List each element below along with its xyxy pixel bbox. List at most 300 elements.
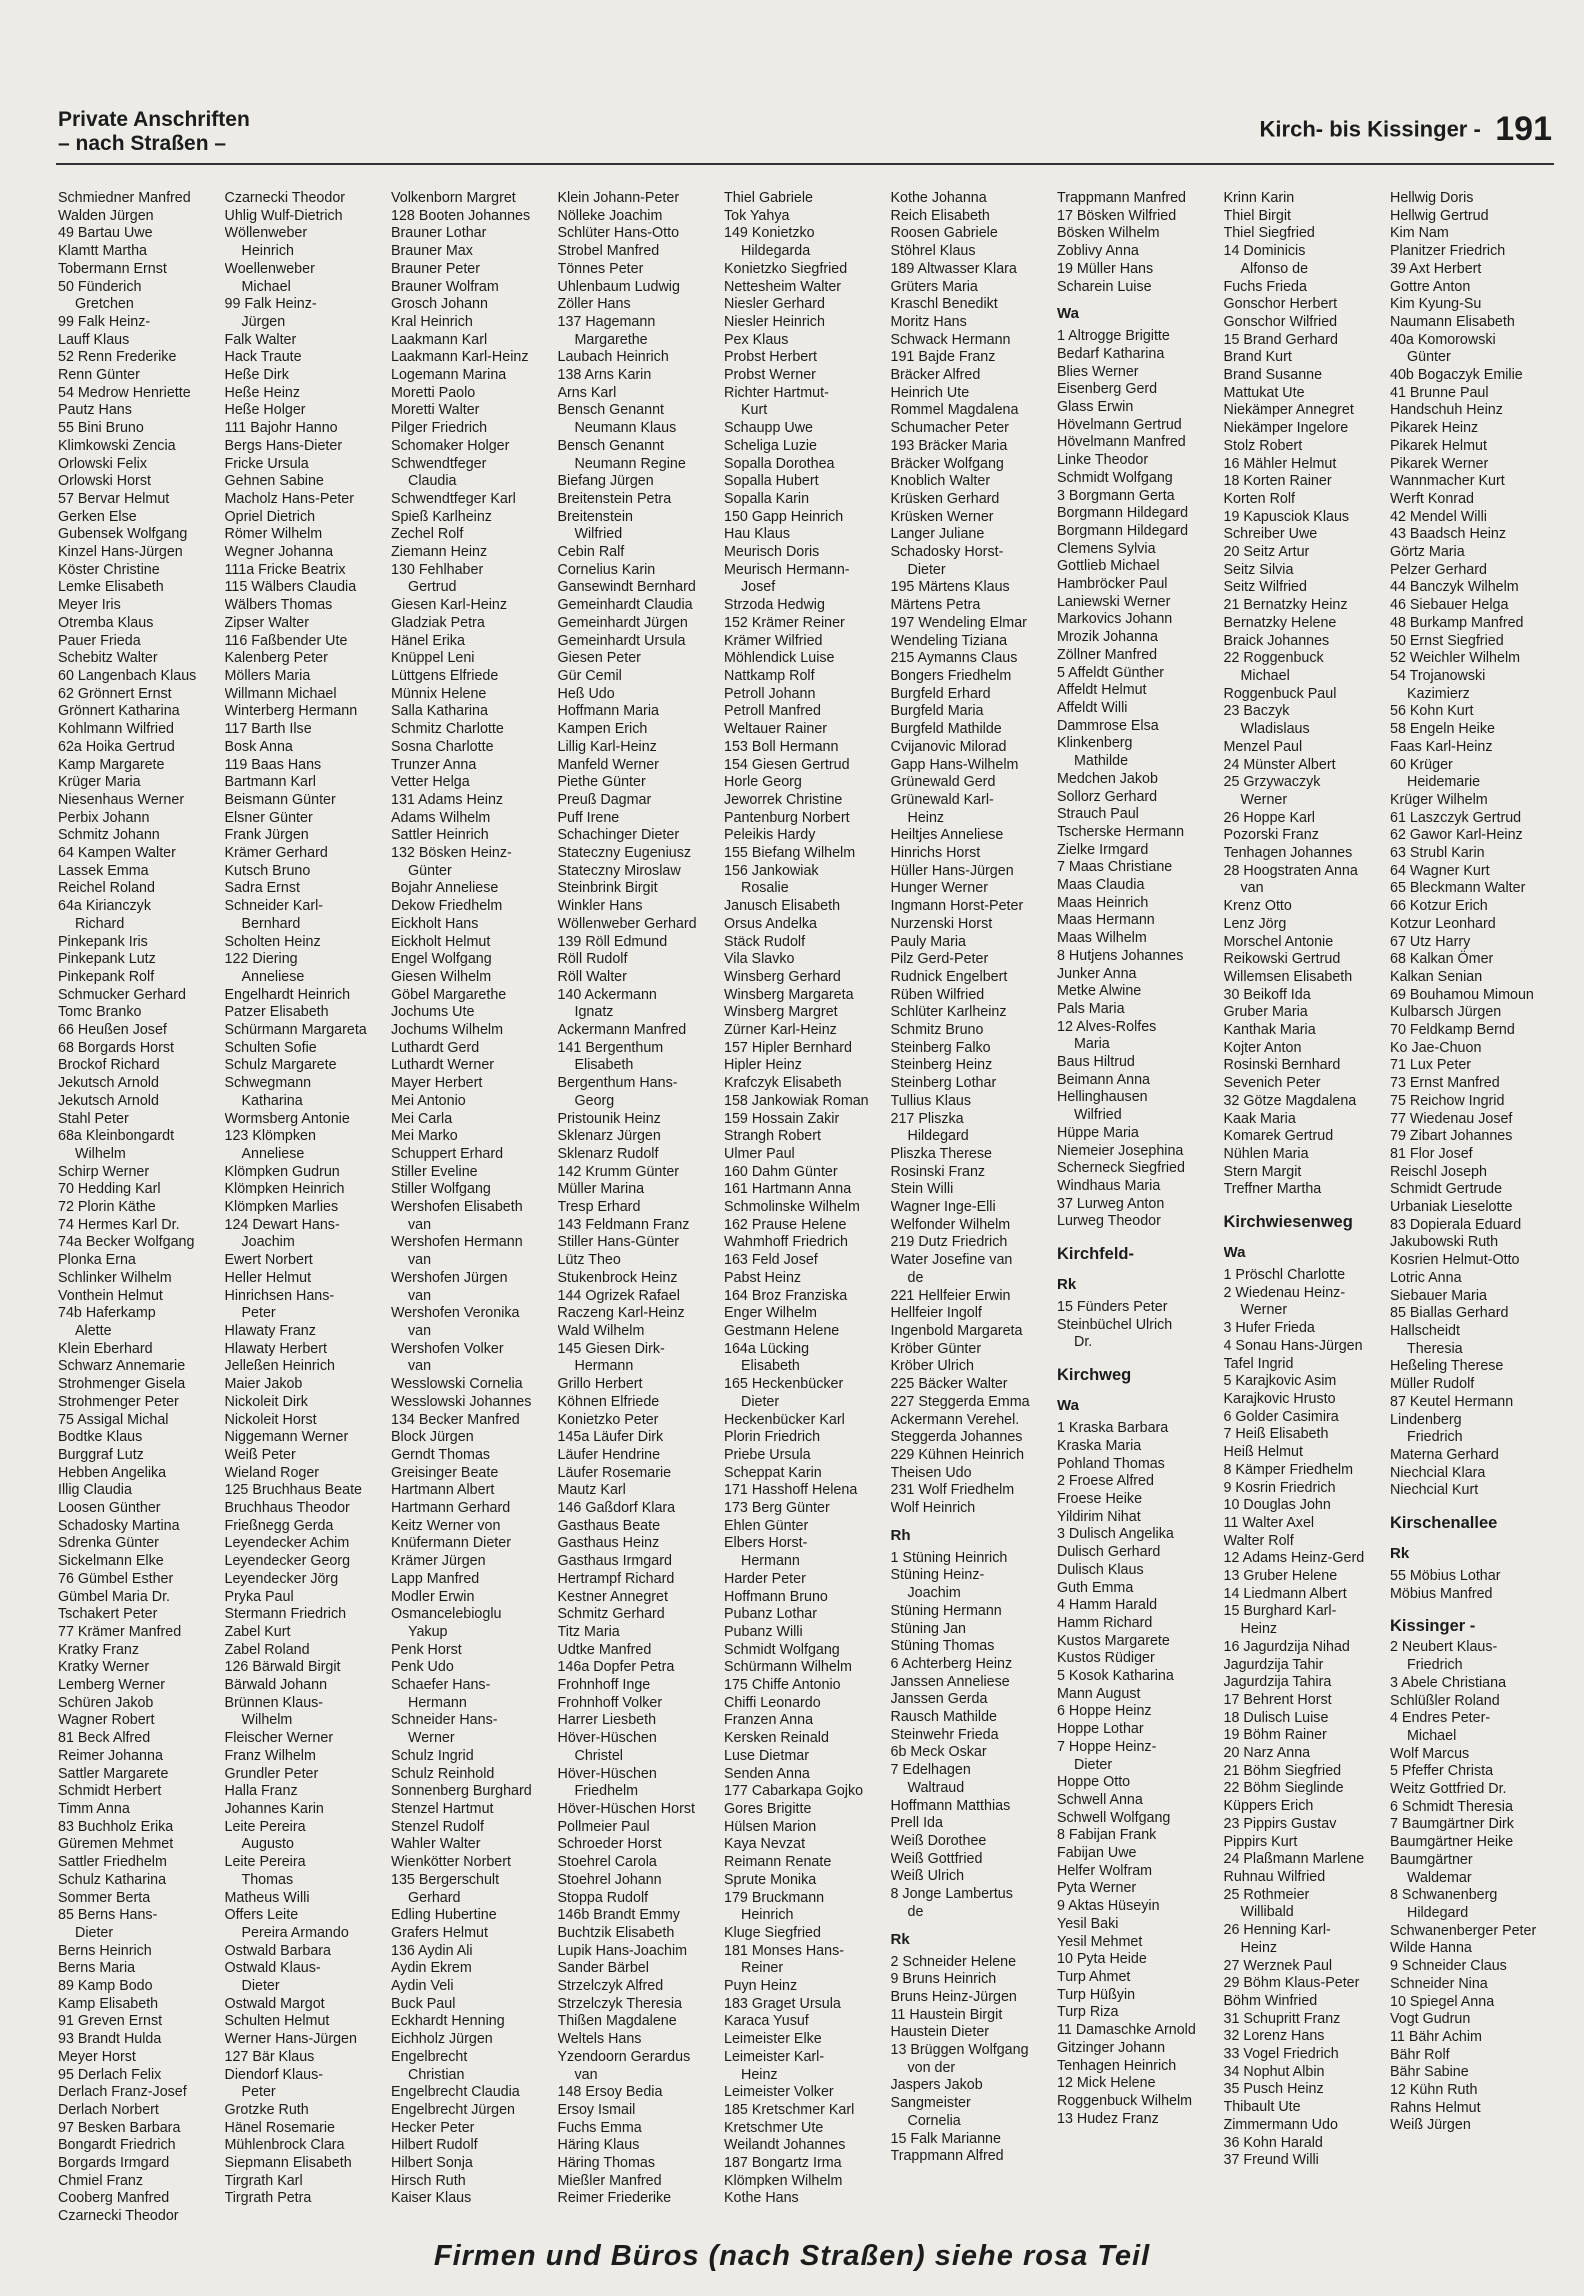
directory-entry: 219 Dutz Friedrich [890, 1234, 1008, 1251]
directory-entry: Knoblich Walter [890, 473, 991, 490]
directory-entry: 16 Mähler Helmut [1223, 455, 1337, 472]
directory-entry: Sklenarz Rudolf [557, 1145, 659, 1162]
directory-entry: Zipser Walter [224, 614, 309, 631]
directory-entry: 119 Baas Hans [224, 756, 322, 773]
directory-entry: Kinzel Hans-Jürgen [58, 544, 183, 561]
directory-entry: 74 Hermes Karl Dr. [58, 1216, 180, 1233]
directory-entry: 128 Booten Johannes [391, 207, 531, 224]
directory-entry: Kröber Günter [890, 1340, 982, 1357]
directory-entry: Tresp Erhard [557, 1199, 641, 1216]
directory-entry: Kosrien Helmut-Otto [1390, 1252, 1520, 1269]
directory-entry: 99 Falk Heinz- [58, 313, 151, 330]
directory-entry: Eichholz Jürgen [391, 2031, 493, 2048]
directory-entry: Gasthaus Beate [557, 1517, 661, 1534]
directory-entry: 3 Borgmann Gerta [1057, 487, 1175, 504]
directory-entry: Pelzer Gerhard [1390, 561, 1487, 578]
directory-entry-continuation: van [1240, 880, 1264, 897]
directory-entry-continuation: Mathilde [1074, 753, 1129, 770]
directory-entry: 66 Heußen Josef [58, 1022, 167, 1039]
directory-entry: Hellwig Doris [1390, 190, 1474, 206]
directory-entry-continuation: Gretchen [75, 296, 134, 313]
directory-entry: Bongers Friedhelm [890, 667, 1012, 684]
directory-entry: 34 Nophut Albin [1223, 2063, 1325, 2080]
directory-entry: Haustein Dieter [890, 2024, 990, 2041]
directory-entry: Macholz Hans-Peter [224, 490, 355, 507]
page-number: 191 [1495, 110, 1552, 148]
directory-entry: Kim Kyung-Su [1390, 296, 1482, 313]
directory-entry: Sonnenberg Burghard [391, 1783, 532, 1800]
directory-entry: Brauner Max [391, 243, 473, 260]
directory-entry: 6 Schmidt Theresia [1390, 1798, 1513, 1815]
directory-entry-continuation: von der [907, 2059, 956, 2076]
directory-entry: Halla Franz [224, 1783, 298, 1800]
directory-entry: Reimer Friederike [557, 2190, 672, 2207]
directory-entry: Gasthaus Irmgard [557, 1553, 672, 1570]
directory-entry: 50 Fünderich [58, 278, 142, 295]
directory-entry: Kohlmann Wilfried [58, 721, 175, 738]
directory-entry: 7 Edelhagen [890, 1762, 971, 1779]
column-9 [1390, 190, 1552, 2135]
directory-entry: Wilde Hanna [1390, 1940, 1472, 1957]
directory-entry: Pilz Gerd-Peter [890, 951, 989, 968]
directory-entry: Lindenberg [1390, 1411, 1462, 1428]
directory-entry: Küppers Erich [1223, 1798, 1314, 1815]
directory-entry: Sopalla Dorothea [724, 455, 835, 472]
directory-entry: Krafczyk Elisabeth [724, 1075, 842, 1092]
column-4 [558, 190, 720, 2208]
directory-entry: Tomc Branko [58, 1004, 142, 1021]
directory-entry: Schlüßler Roland [1390, 1692, 1500, 1709]
directory-entry-continuation: Hildegard [907, 1128, 969, 1145]
directory-entry: 64a Kirianczyk [58, 898, 151, 915]
directory-entry: 40a Komorowski [1390, 331, 1496, 348]
directory-entry: Rosinski Bernhard [1223, 1057, 1341, 1074]
directory-entry: Müller Marina [557, 1181, 645, 1198]
directory-entry-continuation: Hildegarda [741, 243, 811, 260]
directory-entry: 221 Hellfeier Erwin [890, 1287, 1011, 1304]
directory-entry: Moretti Walter [391, 402, 480, 419]
directory-entry: Burggraf Lutz [58, 1446, 144, 1463]
directory-entry: Helfer Wolfram [1057, 1862, 1153, 1879]
directory-entry: Ingenbold Margareta [890, 1323, 1023, 1339]
directory-entry: 70 Feldkamp Bernd [1390, 1022, 1515, 1039]
directory-entry-continuation: Josef [741, 579, 776, 596]
directory-entry: 29 Böhm Klaus-Peter [1223, 1975, 1360, 1992]
directory-entry: 11 Walter Axel [1223, 1514, 1315, 1531]
directory-entry: 23 Baczyk [1223, 703, 1290, 720]
directory-entry: Hövelmann Gertrud [1057, 416, 1182, 433]
directory-entry: Kratky Franz [58, 1641, 140, 1658]
directory-entry-continuation: Alfonso de [1240, 260, 1309, 277]
directory-entry: Müller Rudolf [1390, 1376, 1475, 1393]
directory-entry: Pilger Friedrich [391, 420, 488, 437]
street-heading: Kirchfeld- [1057, 1245, 1135, 1264]
directory-entry: 27 Werznek Paul [1223, 1957, 1333, 1974]
directory-entry: Stern Margit [1223, 1163, 1302, 1180]
directory-entry: Steinberg Lothar [890, 1075, 997, 1092]
directory-entry: Jagurdzija Tahira [1223, 1674, 1332, 1691]
directory-entry: Cooberg Manfred [58, 2190, 170, 2207]
column-2 [225, 190, 387, 2208]
directory-entry: 95 Derlach Felix [58, 2066, 162, 2083]
directory-entry-continuation: Joachim [907, 1585, 961, 1602]
directory-entry: 183 Graget Ursula [724, 1995, 841, 2012]
directory-entry-continuation: Günter [408, 862, 452, 879]
directory-entry: Sattler Friedhelm [58, 1854, 167, 1871]
directory-entry: Harrer Liesbeth [557, 1712, 657, 1729]
directory-entry: Kestner Annegret [557, 1588, 668, 1605]
directory-entry-continuation: Friedrich [1407, 1429, 1463, 1446]
header-rule [56, 163, 1554, 165]
directory-entry: Handschuh Heinz [1390, 402, 1503, 419]
directory-entry: 74b Haferkamp [58, 1305, 156, 1322]
directory-entry: Grüters Maria [890, 278, 978, 295]
directory-entry: Hallscheidt [1390, 1323, 1460, 1339]
directory-entry: Raczeng Karl-Heinz [557, 1305, 685, 1322]
directory-entry: 91 Greven Ernst [58, 2013, 163, 2030]
directory-entry: Cebin Ralf [557, 544, 625, 561]
directory-entry: Hecker Peter [391, 2119, 475, 2136]
directory-entry: Grundler Peter [224, 1765, 319, 1782]
directory-entry: Wesslowski Johannes [391, 1393, 532, 1410]
directory-entry: 9 Kosrin Friedrich [1223, 1479, 1336, 1496]
directory-entry-continuation: Theresia [1407, 1340, 1463, 1357]
directory-entry: Winterberg Hermann [224, 703, 358, 720]
directory-entry: 77 Wiedenau Josef [1390, 1110, 1513, 1127]
directory-entry: Schürmann Margareta [224, 1022, 367, 1039]
directory-entry: Spieß Karlheinz [391, 508, 492, 525]
directory-entry: Fuchs Frieda [1223, 278, 1307, 295]
directory-entry: 50 Ernst Siegfried [1390, 632, 1504, 649]
directory-entry: Schmidt Gertrude [1390, 1181, 1503, 1198]
directory-entry: 75 Assigal Michal [58, 1411, 169, 1428]
directory-entry: Hertrampf Richard [557, 1570, 675, 1587]
directory-entry: Froese Heike [1057, 1491, 1143, 1507]
directory-entry: 15 Fünders Peter [1057, 1299, 1168, 1316]
directory-entry: 1 Kraska Barbara [1057, 1420, 1169, 1437]
directory-entry: Niesler Gerhard [724, 296, 825, 313]
directory-entry: Vogt Gudrun [1390, 2011, 1471, 2028]
directory-entry: Woellenweber [224, 260, 315, 277]
directory-entry: Engelbrecht Jürgen [391, 2101, 515, 2118]
directory-entry: Tobermann Ernst [58, 260, 167, 277]
directory-entry: Dammrose Elsa [1057, 717, 1159, 734]
district-code: Wa [1057, 1397, 1079, 1415]
directory-entry: Lemke Elisabeth [58, 579, 164, 596]
directory-entry: 146b Brandt Emmy [557, 1907, 680, 1924]
directory-entry: Gores Brigitte [724, 1800, 812, 1817]
directory-entry: Dulisch Gerhard [1057, 1544, 1161, 1561]
directory-entry: 60 Langenbach Klaus [58, 667, 197, 684]
directory-entry: Metke Alwine [1057, 983, 1142, 1000]
directory-entry: 117 Barth Ilse [224, 721, 312, 738]
directory-entry: Jekutsch Arnold [58, 1092, 159, 1109]
directory-entry: Moretti Paolo [391, 384, 476, 401]
directory-entry: Wolf Marcus [1390, 1745, 1470, 1762]
directory-entry-continuation: Pereira Armando [241, 1924, 349, 1941]
directory-entry: Orlowski Horst [58, 473, 151, 490]
directory-entry: 71 Lux Peter [1390, 1057, 1472, 1074]
directory-entry: 2 Wiedenau Heinz- [1223, 1284, 1346, 1301]
directory-entry: Hipler Heinz [724, 1057, 802, 1074]
directory-entry: 7 Hoppe Heinz- [1057, 1738, 1157, 1755]
directory-entry: 15 Falk Marianne [890, 2130, 1001, 2147]
directory-entry: 6b Meck Oskar [890, 1744, 987, 1761]
directory-entry: Schmitz Charlotte [391, 721, 504, 738]
directory-entry: Morschel Antonie [1223, 933, 1334, 950]
directory-entry: Pinkepank Rolf [58, 968, 155, 985]
directory-entry: Uhlig Wulf-Dietrich [224, 207, 343, 224]
directory-entry: Borgards Irmgard [58, 2155, 170, 2172]
directory-entry: 40b Bogaczyk Emilie [1390, 367, 1523, 384]
directory-entry: Buchtzik Elisabeth [557, 1924, 675, 1941]
directory-entry: Dekow Friedhelm [391, 898, 503, 915]
directory-entry: Kamp Margarete [58, 756, 165, 773]
directory-entry-continuation: Dieter [907, 561, 946, 578]
directory-entry: Heß Udo [557, 685, 615, 702]
directory-entry-continuation: Werner [1240, 1302, 1288, 1319]
directory-entry: Gonschor Herbert [1223, 296, 1338, 313]
directory-entry: 165 Heckenbücker [724, 1376, 844, 1393]
directory-entry: 72 Plorin Käthe [58, 1199, 156, 1216]
directory-entry: Knüfermann Dieter [391, 1535, 511, 1552]
directory-entry: Udtke Manfred [557, 1641, 652, 1658]
directory-entry: Puff Irene [557, 809, 620, 826]
directory-entry: Weiß Gottfried [890, 1850, 983, 1867]
directory-entry: Giesen Peter [557, 650, 641, 667]
directory-entry-continuation: Neumann Regine [574, 455, 686, 472]
directory-entry: Klein Johann-Peter [557, 190, 680, 206]
directory-entry: Janusch Elisabeth [724, 898, 841, 915]
directory-entry: Pantenburg Norbert [724, 809, 850, 826]
directory-entry: Strauch Paul [1057, 806, 1139, 823]
directory-entry: Winsberg Margareta [724, 986, 854, 1003]
directory-entry: Yesil Baki [1057, 1915, 1119, 1932]
directory-entry: Gottlieb Michael [1057, 558, 1160, 575]
directory-entry: Schmidt Herbert [58, 1783, 162, 1800]
directory-entry: 73 Ernst Manfred [1390, 1075, 1500, 1092]
directory-entry: Kothe Hans [724, 2190, 799, 2207]
directory-entry: Derlach Norbert [58, 2101, 159, 2118]
directory-entry: Jakubowski Ruth [1390, 1234, 1499, 1251]
directory-entry: Janssen Anneliese [890, 1673, 1010, 1690]
directory-entry: 62 Grönnert Ernst [58, 685, 172, 702]
directory-entry: Maier Jakob [224, 1376, 303, 1393]
directory-entry: Gansewindt Bernhard [557, 579, 696, 596]
directory-entry: 37 Freund Willi [1223, 2152, 1319, 2169]
directory-entry: 64 Kampen Walter [58, 845, 176, 862]
directory-entry: Niechcial Klara [1390, 1464, 1486, 1481]
directory-entry: 32 Götze Magdalena [1223, 1092, 1357, 1109]
directory-entry: Wälbers Thomas [224, 597, 333, 614]
directory-entry: Schadosky Martina [58, 1517, 180, 1534]
directory-entry: Guth Emma [1057, 1579, 1134, 1596]
directory-entry: 55 Möbius Lothar [1390, 1568, 1501, 1585]
directory-entry: Hoppe Otto [1057, 1774, 1131, 1791]
directory-entry: Piethe Günter [557, 774, 646, 791]
directory-entry: Stoehrel Carola [557, 1854, 657, 1871]
directory-entry: Horle Georg [724, 774, 802, 791]
directory-entry: 215 Aymanns Claus [890, 650, 1018, 667]
directory-entry: 68 Borgards Horst [58, 1039, 175, 1056]
directory-entry: Penk Udo [391, 1659, 454, 1676]
directory-entry: Konietzko Peter [557, 1411, 659, 1428]
directory-entry: 75 Reichow Ingrid [1390, 1092, 1505, 1109]
directory-entry: Lapp Manfred [391, 1570, 480, 1587]
directory-entry: Krüsken Gerhard [890, 490, 1000, 507]
directory-entry: 61 Laszczyk Gertrud [1390, 809, 1522, 826]
directory-entry: Göbel Margarethe [391, 986, 507, 1003]
directory-entry: Scharein Luise [1057, 278, 1152, 295]
directory-entry: Pautz Hans [58, 402, 132, 419]
column-5 [724, 190, 886, 2208]
directory-entry: Sickelmann Elke [58, 1553, 164, 1570]
directory-entry: Illig Claudia [58, 1482, 132, 1499]
directory-entry: 225 Bäcker Walter [890, 1376, 1008, 1393]
directory-entry: 227 Steggerda Emma [890, 1393, 1030, 1410]
directory-entry: Steinbüchel Ulrich [1057, 1316, 1173, 1333]
district-code: Rh [890, 1526, 911, 1544]
directory-entry: Bodtke Klaus [58, 1429, 143, 1446]
directory-entry-continuation: Hermann [741, 1553, 800, 1570]
directory-entry: Logemann Marina [391, 367, 507, 384]
directory-entry: 55 Bini Bruno [58, 420, 144, 437]
directory-entry: Schumacher Peter [890, 420, 1009, 437]
directory-entry: 81 Beck Alfred [58, 1730, 151, 1747]
directory-entry: Klömpken Gudrun [224, 1163, 340, 1180]
directory-entry: Zielke Irmgard [1057, 841, 1149, 858]
directory-entry: 6 Golder Casimira [1223, 1408, 1339, 1425]
directory-entry-continuation: Friedhelm [574, 1783, 639, 1800]
directory-entry: Zechel Rolf [391, 526, 464, 543]
directory-entry: Zoblivy Anna [1057, 243, 1139, 260]
directory-entry: 22 Roggenbuck [1223, 650, 1324, 667]
column-8 [1224, 190, 1386, 2170]
directory-entry: Jagurdzija Tahir [1223, 1656, 1324, 1673]
directory-entry: Meyer Horst [58, 2048, 136, 2065]
directory-entry: Kim Nam [1390, 225, 1449, 242]
directory-entry: Cornelius Karin [557, 561, 656, 578]
directory-entry-continuation: Dieter [1074, 1756, 1113, 1773]
directory-entry: 85 Biallas Gerhard [1390, 1305, 1509, 1322]
directory-entry: Heiß Helmut [1223, 1444, 1303, 1461]
directory-entry: 126 Bärwald Birgit [224, 1659, 341, 1676]
directory-entry: Lillig Karl-Heinz [557, 738, 657, 755]
directory-entry: Tscherske Hermann [1057, 823, 1185, 840]
directory-entry: Wershofen Veronika [391, 1305, 520, 1322]
directory-entry: 21 Bernatzky Heinz [1223, 597, 1348, 614]
directory-entry: Pauly Maria [890, 933, 966, 950]
directory-entry: Falk Walter [224, 331, 297, 348]
directory-entry: Grillo Herbert [557, 1376, 643, 1393]
directory-entry: 7 Maas Christiane [1057, 859, 1173, 876]
directory-entry: Sopalla Hubert [724, 473, 819, 490]
directory-entry-continuation: Reiner [741, 1960, 784, 1977]
directory-entry: Meyer Iris [58, 597, 121, 614]
directory-entry: Sollorz Gerhard [1057, 788, 1158, 805]
directory-entry: Mrozik Johanna [1057, 629, 1158, 646]
directory-entry: Hänel Erika [391, 632, 465, 649]
directory-entry: Laubach Heinrich [557, 349, 669, 366]
directory-entry: Krinn Karin [1223, 190, 1295, 206]
directory-entry: Planitzer Friedrich [1390, 243, 1506, 260]
directory-entry: Eickholt Helmut [391, 933, 491, 950]
directory-entry: 74a Becker Wolfgang [58, 1234, 195, 1251]
directory-entry: Schulz Reinhold [391, 1765, 495, 1782]
directory-entry: 136 Aydin Ali [391, 1942, 473, 1959]
directory-entry: 17 Bösken Wilfried [1057, 207, 1177, 224]
directory-entry: Arns Karl [557, 384, 617, 401]
directory-entry: Tirgrath Karl [224, 2172, 303, 2189]
directory-entry: 25 Rothmeier [1223, 1886, 1310, 1903]
directory-entry-continuation: Heinrich [241, 243, 294, 260]
directory-entry: 13 Gruber Helene [1223, 1568, 1338, 1585]
directory-entry-continuation: Wladislaus [1240, 721, 1310, 738]
directory-entry: Czarnecki Theodor [58, 2208, 179, 2225]
directory-entry: Hoffmann Matthias [890, 1797, 1011, 1814]
directory-entry: 154 Giesen Gertrud [724, 756, 850, 773]
directory-entry: Edling Hubertine [391, 1907, 497, 1924]
directory-entry: Stateczny Miroslaw [557, 862, 681, 879]
directory-entry: 97 Besken Barbara [58, 2119, 181, 2136]
directory-entry-continuation: Ignatz [574, 1004, 614, 1021]
directory-entry: Hülsen Marion [724, 1818, 817, 1835]
street-heading: Kirchweg [1057, 1366, 1132, 1385]
directory-entry: Rosinski Franz [890, 1163, 986, 1180]
directory-entry: 21 Böhm Siegfried [1223, 1762, 1342, 1779]
directory-entry: Wolf Heinrich [890, 1500, 976, 1517]
directory-entry: Nickoleit Dirk [224, 1393, 308, 1410]
directory-entry: Ehlen Günter [724, 1517, 809, 1534]
directory-entry: Böhm Winfried [1223, 1992, 1318, 2009]
directory-entry-continuation: Elisabeth [574, 1057, 634, 1074]
directory-entry: Stüning Heinz- [890, 1567, 985, 1584]
directory-entry: 185 Kretschmer Karl [724, 2101, 855, 2118]
directory-entry: Stüning Hermann [890, 1602, 1002, 1619]
directory-entry: Nölleke Joachim [557, 207, 663, 224]
directory-entry: Treffner Martha [1223, 1181, 1322, 1198]
directory-entry: 139 Röll Edmund [557, 933, 668, 950]
directory-entry: 111a Fricke Beatrix [224, 561, 346, 578]
directory-entry: Strzelczyk Alfred [557, 1978, 664, 1995]
street-heading: Kissinger - [1390, 1617, 1476, 1636]
directory-entry: Möhlendick Luise [724, 650, 835, 667]
directory-entry: Leyendecker Georg [224, 1553, 351, 1570]
directory-entry: 231 Wolf Friedhelm [890, 1482, 1015, 1499]
directory-entry: Greisinger Beate [391, 1464, 499, 1481]
directory-entry: Stiller Wolfgang [391, 1181, 491, 1198]
directory-entry-continuation: Michael [1407, 1727, 1457, 1744]
directory-entry: Meurisch Hermann- [724, 561, 850, 578]
directory-entry: 7 Heiß Elisabeth [1223, 1426, 1329, 1443]
directory-entry-continuation: Michael [1240, 667, 1290, 684]
directory-entry: Hoffmann Bruno [724, 1588, 828, 1605]
directory-entry: Weiß Dorothee [890, 1832, 987, 1849]
directory-entry: Knüppel Leni [391, 650, 475, 667]
directory-entry: 11 Bähr Achim [1390, 2028, 1482, 2045]
directory-entry: Schwendtfeger Karl [391, 490, 516, 507]
directory-entry: Derlach Franz-Josef [58, 2084, 187, 2101]
directory-entry: Münnix Helene [391, 685, 487, 702]
directory-entry-continuation: van [408, 1287, 432, 1304]
directory-entry: Engelhardt Heinrich [224, 986, 351, 1003]
directory-entry: Brauner Wolfram [391, 278, 499, 295]
directory-entry: Preuß Dagmar [557, 791, 652, 808]
directory-entry: Winsberg Margret [724, 1004, 838, 1021]
directory-entry: Schmitz Gerhard [557, 1606, 665, 1623]
directory-entry: Schneider Nina [1390, 1975, 1488, 1992]
directory-entry: Diendorf Klaus- [224, 2066, 324, 2083]
